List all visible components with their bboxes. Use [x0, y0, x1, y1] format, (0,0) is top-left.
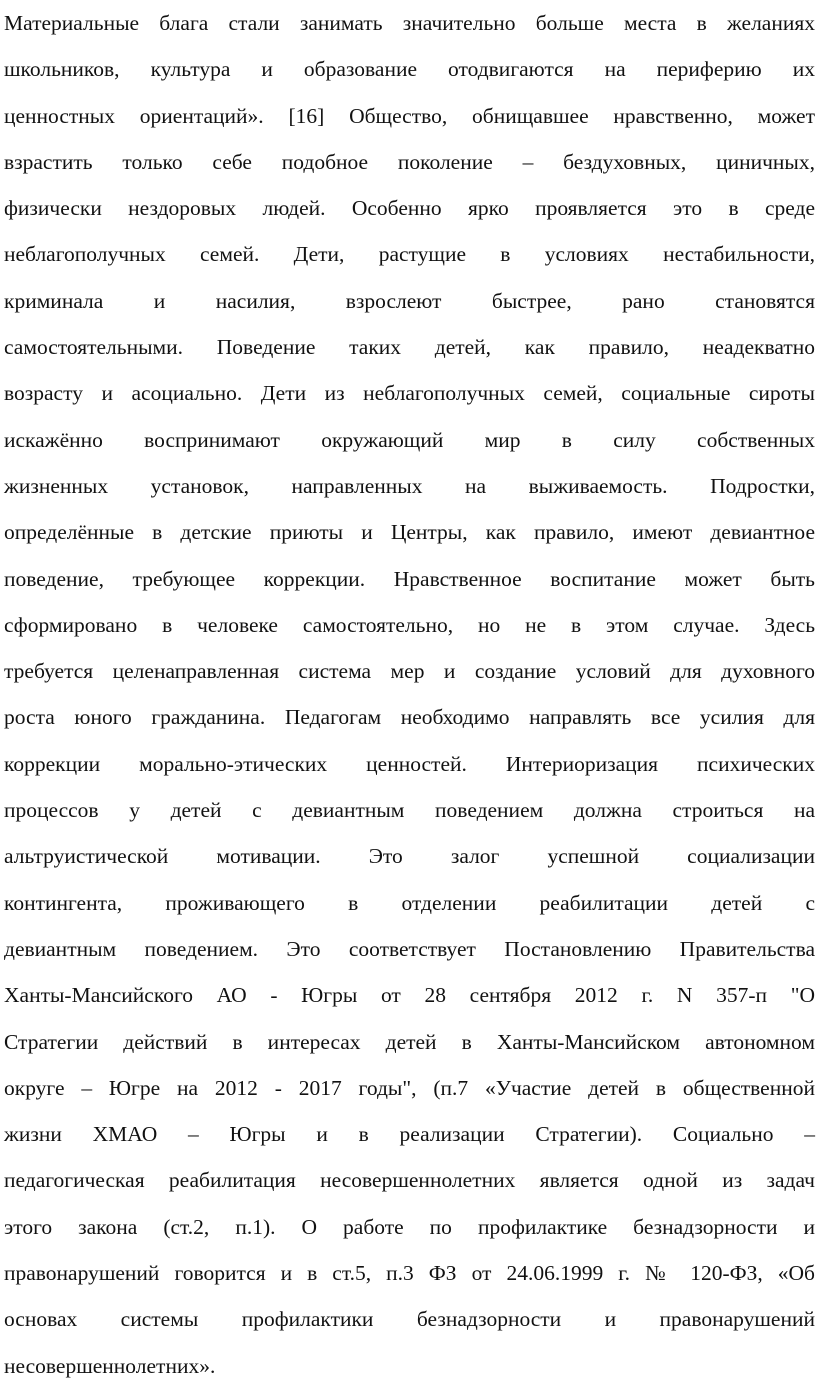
text-line-4: взрастить только себе подобное поколение – бездуховных, циничных,	[4, 149, 815, 174]
text-line-10: искажённо воспринимают окружающий мир в силу собственных	[4, 427, 815, 452]
text-line-14: сформировано в человеке самостоятельно, но не в этом случае. Здесь	[4, 612, 815, 637]
text-line-23: Стратегии действий в интересах детей в Ханты-Мансийском автономном	[4, 1029, 815, 1054]
text-line-19: альтруистической мотивации. Это залог успешной социализации	[4, 844, 815, 869]
text-line-24: округе – Югре на 2012 - 2017 годы", (п.7 «Участие детей в общественной	[4, 1075, 815, 1100]
text-line-17: коррекции морально-этических ценностей. Интериоризация психических	[4, 751, 815, 776]
text-line-26: педагогическая реабилитация несовершеннолетних является одной из задач	[4, 1168, 815, 1193]
text-line-27: этого закона (ст.2, п.1). О работе по профилактике безнадзорности и	[4, 1214, 815, 1239]
text-line-11: жизненных установок, направленных на выживаемость. Подростки,	[4, 473, 815, 498]
text-line-3: ценностных ориентаций». [16] Общество, обнищавшее нравственно, может	[4, 103, 815, 128]
text-line-13: поведение, требующее коррекции. Нравственное воспитание может быть	[4, 566, 815, 591]
text-line-30: несовершеннолетних».	[4, 1353, 216, 1378]
text-line-9: возрасту и асоциально. Дети из неблагополучных семей, социальные сироты	[4, 381, 815, 406]
text-line-7: криминала и насилия, взрослеют быстрее, рано становятся	[4, 288, 815, 313]
text-line-29: основах системы профилактики безнадзорности и правонарушений	[4, 1307, 815, 1332]
text-line-1: Материальные блага стали занимать значительно больше места в желаниях	[4, 11, 815, 35]
text-line-16: роста юного гражданина. Педагогам необходимо направлять все усилия для	[4, 705, 815, 730]
text-line-25: жизни ХМАО – Югры и в реализации Стратегии). Социально –	[4, 1122, 815, 1147]
text-line-12: определённые в детские приюты и Центры, как правило, имеют девиантное	[4, 520, 815, 545]
text-line-15: требуется целенаправленная система мер и создание условий для духовного	[4, 659, 815, 684]
body-text	[4, 0, 815, 1389]
text-line-2: школьников, культура и образование отодвигаются на периферию их	[4, 57, 815, 82]
text-line-22: Ханты-Мансийского АО - Югры от 28 сентября 2012 г. N 357-п "О	[4, 983, 815, 1008]
text-line-18: процессов у детей с девиантным поведением должна строиться на	[4, 798, 815, 823]
text-line-6: неблагополучных семей. Дети, растущие в условиях нестабильности,	[4, 242, 815, 267]
text-line-8: самостоятельными. Поведение таких детей, как правило, неадекватно	[4, 335, 815, 360]
text-line-28: правонарушений говорится и в ст.5, п.3 ФЗ от 24.06.1999 г. № 120-ФЗ, «Об	[4, 1261, 815, 1286]
text-line-5: физически нездоровых людей. Особенно ярко проявляется это в среде	[4, 196, 815, 221]
text-line-21: девиантным поведением. Это соответствует Постановлению Правительства	[4, 936, 815, 961]
text-line-20: контингента, проживающего в отделении реабилитации детей с	[4, 890, 815, 915]
